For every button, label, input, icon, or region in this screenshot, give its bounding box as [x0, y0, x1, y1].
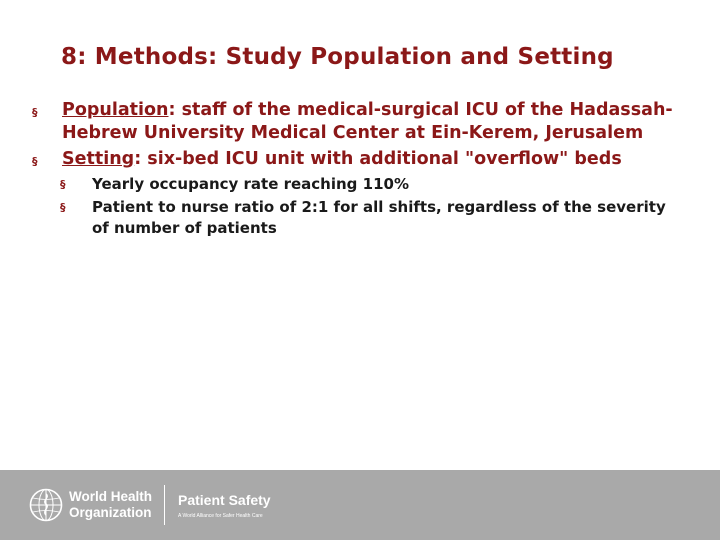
sub-bullet-marker-icon: § — [60, 201, 66, 214]
sub-bullet-occupancy — [60, 174, 670, 195]
bullet-marker-icon: § — [32, 155, 38, 168]
bullet-list — [30, 99, 690, 241]
sub-bullet-list — [60, 174, 670, 239]
sub-bullet-text: Patient to nurse ratio of 2:1 for all shifts, regardless of the severity of number of patients — [92, 198, 666, 237]
who-name-line1: World Health — [69, 489, 153, 504]
bullet-text: : staff of the medical-surgical ICU of the Hadassah-Hebrew University Medical Center at Ein-Kerem, Jerusalem — [62, 100, 673, 143]
sub-bullet-text: Yearly occupancy rate reaching 110% — [92, 175, 409, 193]
bullet-marker-icon: § — [32, 106, 38, 119]
bullet-population — [30, 99, 690, 145]
bullet-setting — [30, 148, 690, 171]
footer-divider — [164, 485, 165, 525]
footer-bar — [0, 470, 720, 540]
program-title: Patient Safety — [178, 492, 271, 508]
who-emblem-icon — [29, 488, 63, 522]
who-name-line2: Organization — [69, 505, 152, 520]
slide-title: 8: Methods: Study Population and Setting — [61, 44, 614, 70]
bullet-key: Population — [62, 100, 169, 120]
who-name — [69, 489, 152, 521]
bullet-key: Setting — [62, 149, 135, 169]
program-tagline: A World Alliance for Safer Health Care — [178, 513, 263, 519]
sub-bullet-marker-icon: § — [60, 178, 66, 191]
bullet-text: : six-bed ICU unit with additional "overflow" beds — [134, 149, 622, 169]
sub-bullet-ratio — [60, 197, 670, 239]
